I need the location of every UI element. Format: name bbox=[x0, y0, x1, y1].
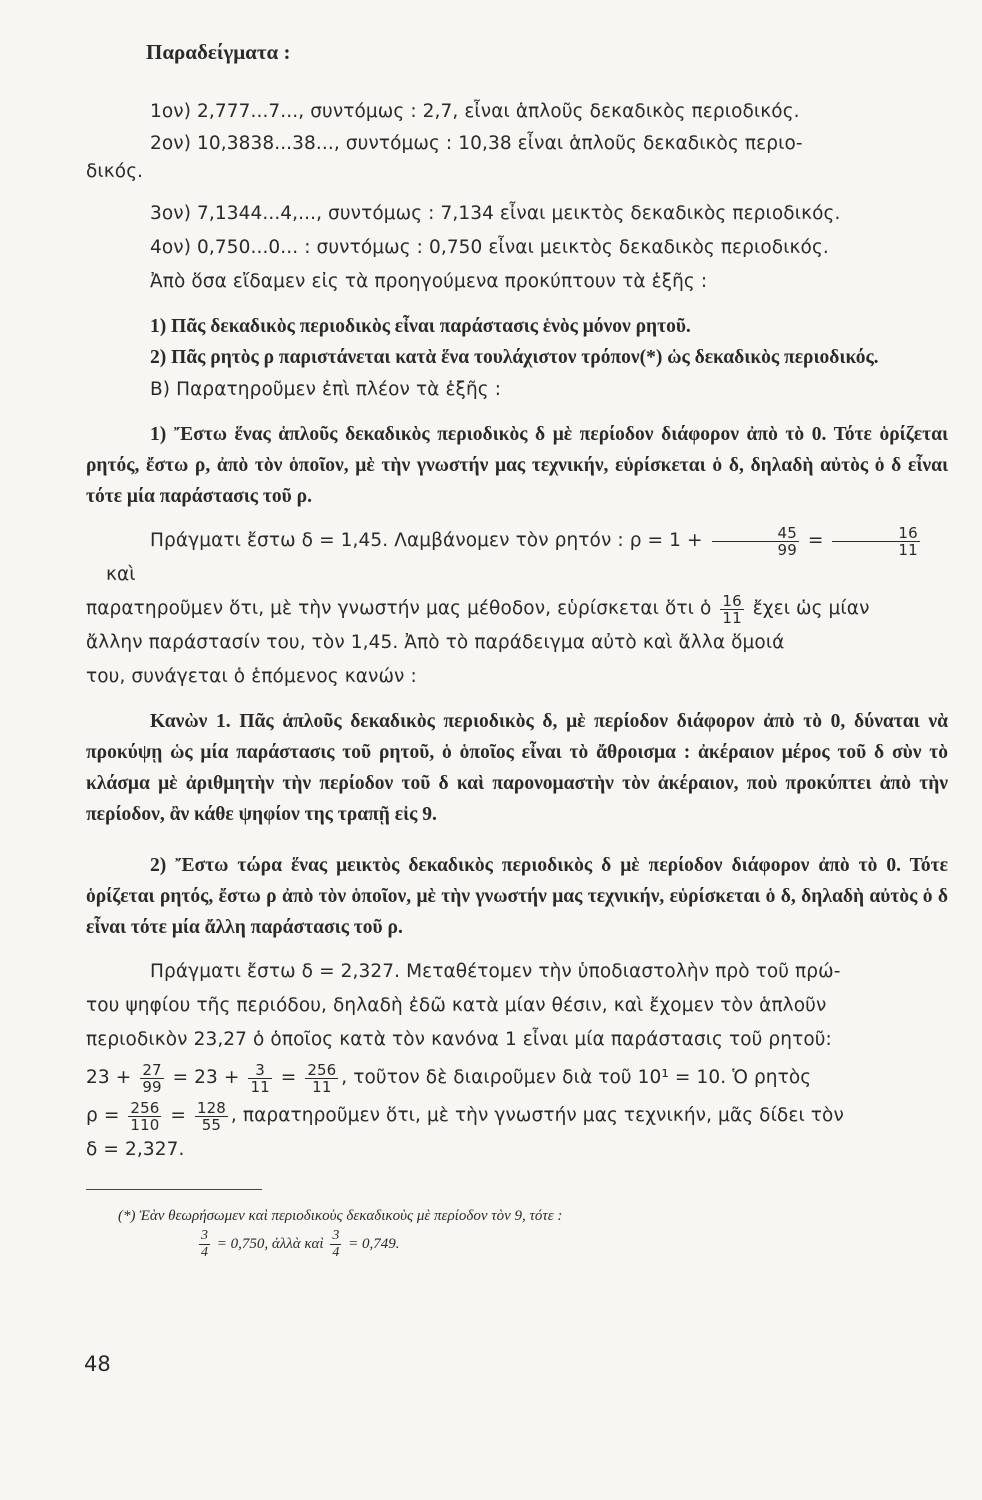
document-page bbox=[86, 40, 948, 1261]
fraction-256-11: $\frac{256}{11}$ bbox=[307, 1060, 337, 1096]
example-b1-line2: παρατηροῦμεν ὅτι, μὲ τὴν γνωστήν μας μέθοδον, εὑρίσκεται ὅτι ὁ $\frac{16}{11}$ ἔχει ὡς μίαν bbox=[86, 591, 870, 627]
footnote-equation: $\frac{3}{4}$ = 0,750, ἀλλὰ καὶ $\frac{3}{4}$ = 0,749. bbox=[201, 1228, 400, 1260]
fraction-45-99: $\frac{45}{99}$ bbox=[712, 525, 799, 558]
fraction-16-11-b: $\frac{16}{11}$ bbox=[722, 591, 742, 627]
example-b2-line3: περιοδικὸν 23,27 ὁ ὁποῖος κατὰ τὸν κανόνα 1 εἶναι μία παράστασις τοῦ ρητοῦ: bbox=[86, 1029, 832, 1050]
page-heading: Παραδείγματα : bbox=[146, 40, 291, 64]
intro-text: Ἀπὸ ὅσα εἴδαμεν εἰς τὰ προηγούμενα προκύπτουν τὰ ἑξῆς : bbox=[150, 271, 708, 292]
fn-fraction-3-4-b: $\frac{3}{4}$ bbox=[332, 1228, 340, 1260]
b-point-1: 1) Ἔστω ἕνας ἁπλοῦς δεκαδικὸς περιοδικὸς δ μὲ περίοδον διάφορον ἀπὸ τὸ 0. Τότε ὁρίζεται ρητός, ἔστω ρ, ἀπὸ τὸν ὁποῖον, μὲ τὴν γνωστήν μας τεχνικήν, εὑρίσκεται ὁ δ, δηλαδὴ αὐτὸς ὁ δ εἶναι τότε μία παράστασις τοῦ ρ. bbox=[86, 424, 948, 507]
canon-1: Κανὼν 1. Πᾶς ἁπλοῦς δεκαδικὸς περιοδικὸς δ, μὲ περίοδον διάφορον ἀπὸ τὸ 0, δύναται νὰ προκύψῃ ὡς μία παράστασις τοῦ ρητοῦ, ὁ ὁποῖος εἶναι τὸ ἄθροισμα : ἀκέραιον μέρος τοῦ δ σὺν τὸ κλάσμα μὲ ἀριθμητὴν τὴν περίοδον τοῦ δ καὶ παρονομαστὴν τὸν ἀκέραιον, ποὺ προκύπτει ἀπὸ τὴν περίοδον, ἂν κάθε ψηφίον της τραπῇ εἰς 9. bbox=[86, 711, 948, 825]
example-b1-line4: του, συνάγεται ὁ ἑπόμενος κανών : bbox=[86, 666, 417, 687]
example-4: 4ον) 0,750...0... : συντόμως : 0,750 εἶναι μεικτὸς δεκαδικὸς περιοδικός. bbox=[150, 237, 829, 258]
footnote-divider bbox=[86, 1189, 262, 1190]
example-b1-line3: ἄλλην παράστασίν του, τὸν 1,45. Ἀπὸ τὸ παράδειγμα αὐτὸ καὶ ἄλλα ὅμοιά bbox=[86, 632, 785, 653]
example-b2-line2: του ψηφίου τῆς περιόδου, δηλαδὴ ἐδῶ κατὰ μίαν θέσιν, καὶ ἔχομεν τὸν ἁπλοῦν bbox=[86, 995, 827, 1016]
fraction-16-11: $\frac{16}{11}$ bbox=[832, 525, 919, 558]
rule-2: 2) Πᾶς ρητὸς ρ παριστάνεται κατὰ ἕνα τουλάχιστον τρόπον(*) ὡς δεκαδικὸς περιοδικός. bbox=[150, 347, 879, 368]
ex1-part2: καὶ bbox=[106, 564, 136, 585]
example-b2-result: ρ = $\frac{256}{110}$ = $\frac{128}{55}$ , παρατηροῦμεν ὅτι, μὲ τὴν γνωστήν μας τεχνικήν, μᾶς δίδει τὸν bbox=[86, 1098, 844, 1134]
equals-sign: = bbox=[807, 530, 824, 551]
rule-1: 1) Πᾶς δεκαδικὸς περιοδικὸς εἶναι παράστασις ἑνὸς μόνον ρητοῦ. bbox=[150, 316, 691, 337]
fraction-128-55: $\frac{128}{55}$ bbox=[196, 1098, 226, 1134]
ex1-part1: Πράγματι ἔστω δ = 1,45. Λαμβάνομεν τὸν ρητόν : ρ = 1 + bbox=[150, 530, 703, 551]
example-3: 3ον) 7,1344...4,..., συντόμως : 7,134 εἶναι μεικτὸς δεκαδικὸς περιοδικός. bbox=[150, 203, 841, 224]
example-b1-line1 bbox=[86, 524, 948, 592]
example-1: 1ον) 2,777...7..., συντόμως : 2,7, εἶναι ἁπλοῦς δεκαδικὸς περιοδικός. bbox=[150, 101, 800, 122]
page-number: 48 bbox=[84, 1352, 111, 1376]
b-point-2: 2) Ἔστω τώρα ἕνας μεικτὸς δεκαδικὸς περιοδικὸς δ μὲ περίοδον διάφορον ἀπὸ τὸ 0. Τότε ὁρίζεται ρητός, ἔστω ρ ἀπὸ τὸν ὁποῖον, μὲ τὴν γνωστήν μας τεχνικήν, εὑρίσκεται ὁ δ, δηλαδὴ αὐτὸς ὁ δ εἶναι τότε μία ἄλλη παράστασις τοῦ ρ. bbox=[86, 855, 948, 938]
fraction-3-11: $\frac{3}{11}$ bbox=[250, 1060, 270, 1096]
example-2: 2ον) 10,3838...38..., συντόμως : 10,38 εἶναι ἁπλοῦς δεκαδικὸς περιο- bbox=[150, 133, 803, 154]
example-b2-final: δ = 2,327. bbox=[86, 1139, 185, 1160]
fraction-27-99: $\frac{27}{99}$ bbox=[142, 1060, 162, 1096]
section-b: Β) Παρατηροῦμεν ἐπὶ πλέον τὰ ἑξῆς : bbox=[150, 379, 502, 400]
example-b2-line1: Πράγματι ἔστω δ = 2,327. Μεταθέτομεν τὴν ὑποδιαστολὴν πρὸ τοῦ πρώ- bbox=[150, 961, 841, 982]
fraction-256-110: $\frac{256}{110}$ bbox=[130, 1098, 160, 1134]
example-2-cont: δικός. bbox=[86, 161, 144, 182]
footnote-text: (*) Ἐὰν θεωρήσωμεν καὶ περιοδικοὺς δεκαδικοὺς μὲ περίοδον τὸν 9, τότε : bbox=[118, 1208, 563, 1224]
fn-fraction-3-4: $\frac{3}{4}$ bbox=[201, 1228, 208, 1260]
example-b2-equation: 23 + $\frac{27}{99}$ = 23 + $\frac{3}{11}$ = $\frac{256}{11}$ , τοῦτον δὲ διαιροῦμεν διὰ τοῦ 10¹ = 10. Ὁ ρητὸς bbox=[86, 1060, 812, 1096]
